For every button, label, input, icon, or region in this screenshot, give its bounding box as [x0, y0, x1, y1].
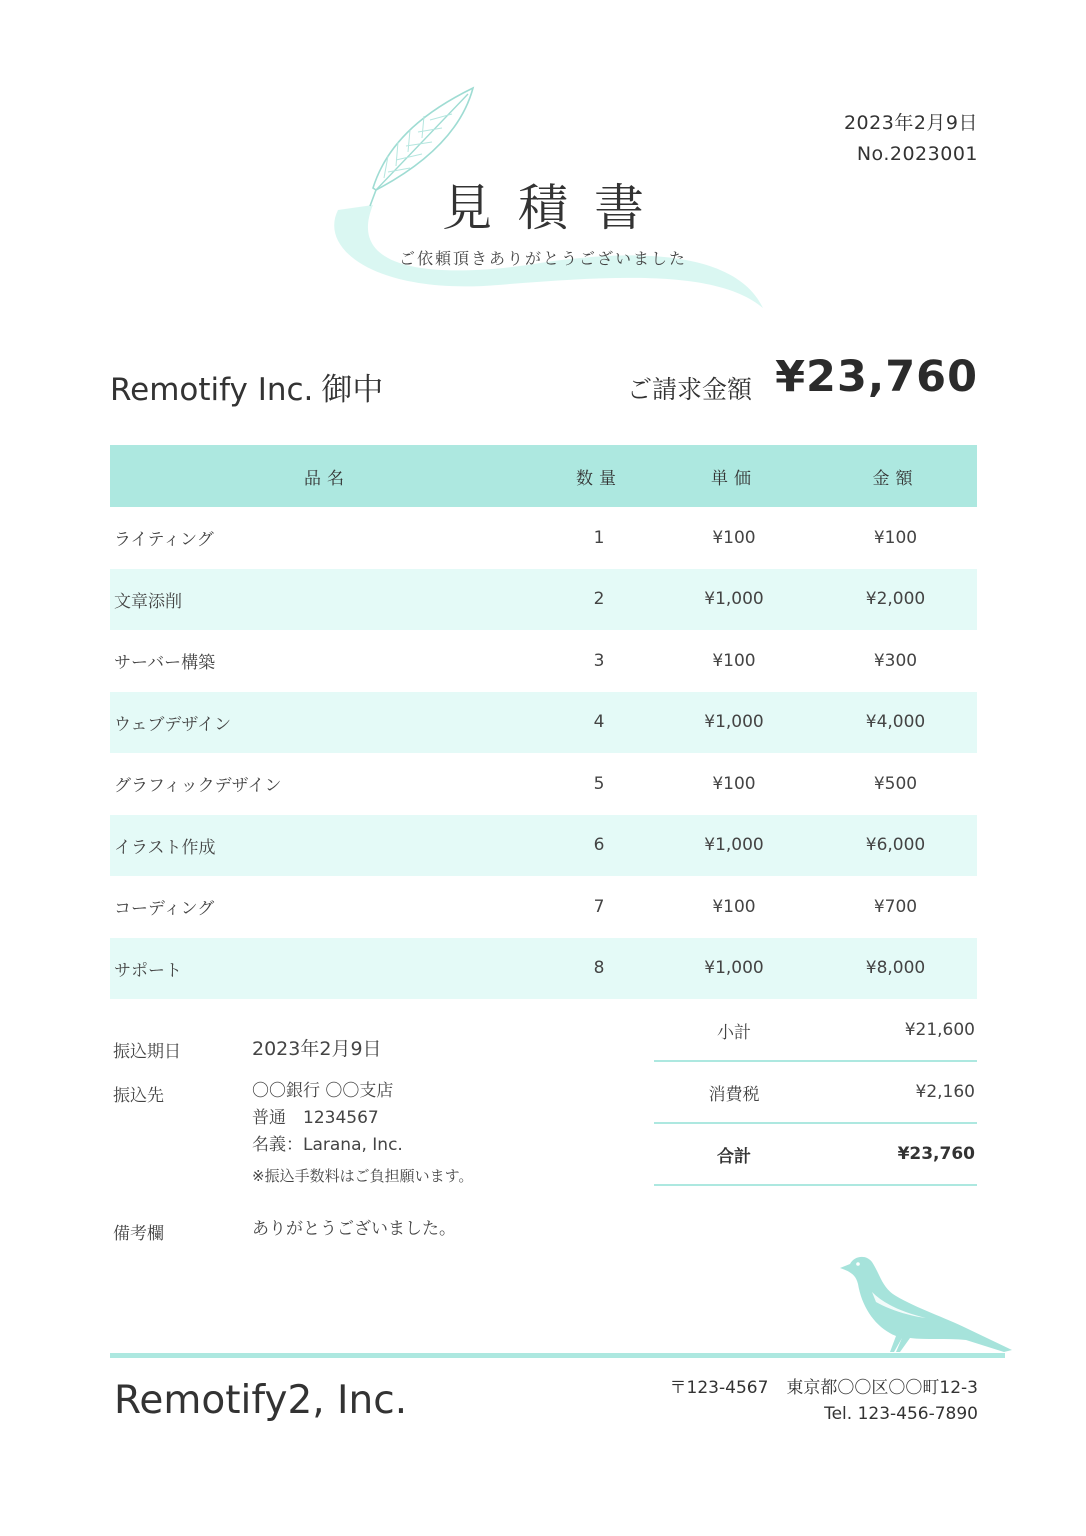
remarks-label: 備考欄: [113, 1224, 164, 1244]
item-price: ¥1,000: [704, 835, 764, 856]
item-name: 文章添削: [114, 591, 182, 612]
document-number: No.2023001: [856, 143, 978, 165]
item-amount: ¥300: [873, 650, 918, 671]
item-qty: 7: [593, 896, 605, 917]
item-name: ウェブデザイン: [114, 714, 232, 735]
client-suffix: 御中: [321, 372, 384, 408]
item-amount: ¥100: [873, 527, 918, 548]
subtotal-row: [654, 1000, 977, 1062]
table-row: [110, 815, 977, 877]
table-header: [110, 445, 977, 507]
bank-label: 振込先: [113, 1086, 164, 1106]
billing-label: ご請求金額: [626, 375, 752, 404]
bank-fee-note: ※振込手数料はご負担願います。: [252, 1167, 474, 1185]
table-row: [110, 876, 977, 938]
item-amount: ¥4,000: [865, 712, 926, 733]
tax-row: [654, 1062, 977, 1124]
item-price: ¥1,000: [704, 958, 764, 979]
bank-name: 〇〇銀行 〇〇支店: [252, 1081, 394, 1101]
item-amount: ¥6,000: [865, 835, 926, 856]
item-price: ¥100: [712, 650, 756, 671]
item-price: ¥100: [712, 896, 756, 917]
issuer-company: Remotify2, Inc.: [114, 1378, 408, 1423]
total-row: [654, 1124, 977, 1186]
item-qty: 3: [593, 650, 605, 671]
client-name: Remotify Inc.: [110, 372, 314, 408]
table-row: [110, 692, 977, 754]
item-price: ¥1,000: [704, 589, 764, 610]
remarks-value: ありがとうございました。: [252, 1219, 456, 1239]
subtotal-label: 小計: [717, 1022, 751, 1043]
header-price: 単価: [711, 468, 757, 489]
item-qty: 8: [593, 958, 605, 979]
table-row: [110, 630, 977, 692]
subtotal-value: ¥21,600: [904, 1020, 975, 1040]
table-row: [110, 507, 977, 569]
item-amount: ¥700: [873, 896, 918, 917]
document-subtitle: ご依頼頂きありがとうございました: [398, 249, 687, 268]
billing-amount: ¥23,760: [775, 352, 978, 402]
item-amount: ¥2,000: [865, 589, 926, 610]
issue-date: 2023年2月9日: [843, 112, 978, 134]
item-qty: 1: [593, 527, 605, 548]
item-amount: ¥500: [873, 773, 918, 794]
due-date-value: 2023年2月9日: [252, 1038, 382, 1060]
postal-code: 〒123-4567: [669, 1378, 769, 1398]
item-qty: 6: [593, 835, 605, 856]
telephone: Tel. 123-456-7890: [824, 1404, 978, 1424]
summary-table: [654, 1000, 977, 1186]
item-price: ¥100: [712, 527, 756, 548]
tax-value: ¥2,160: [915, 1082, 975, 1102]
due-date-label: 振込期日: [113, 1042, 181, 1062]
item-name: ライティング: [114, 530, 214, 551]
item-qty: 4: [593, 712, 605, 733]
item-name: コーディング: [114, 899, 215, 920]
tax-label: 消費税: [708, 1084, 760, 1105]
item-name: サーバー構築: [114, 653, 216, 674]
header-amount: 金額: [872, 468, 919, 489]
item-name: イラスト作成: [114, 837, 216, 858]
bank-holder: 名義：Larana, Inc.: [252, 1135, 403, 1155]
street-address: 東京都〇〇区〇〇町12-3: [786, 1378, 978, 1398]
bank-account: 普通 1234567: [252, 1108, 379, 1128]
total-label: 合計: [717, 1146, 751, 1167]
item-name: グラフィックデザイン: [114, 776, 282, 797]
client-name-block: [110, 364, 383, 409]
document-title: 見積書: [442, 179, 670, 237]
item-price: ¥1,000: [704, 712, 764, 733]
item-price: ¥100: [712, 773, 756, 794]
item-qty: 5: [593, 773, 605, 794]
items-table: [110, 445, 977, 999]
header-qty: 数量: [576, 468, 622, 489]
table-row: [110, 938, 977, 1000]
item-amount: ¥8,000: [865, 958, 926, 979]
footer-divider: [110, 1353, 1005, 1358]
bank-details: [252, 1078, 473, 1190]
issuer-address-block: [670, 1375, 978, 1427]
table-row: [110, 569, 977, 631]
table-row: [110, 753, 977, 815]
document-meta: [844, 108, 978, 170]
item-name: サポート: [114, 960, 182, 981]
header-name: 品名: [304, 468, 350, 489]
item-qty: 2: [593, 589, 605, 610]
total-value: ¥23,760: [897, 1144, 975, 1164]
magpie-bird-icon: [836, 1252, 1016, 1358]
